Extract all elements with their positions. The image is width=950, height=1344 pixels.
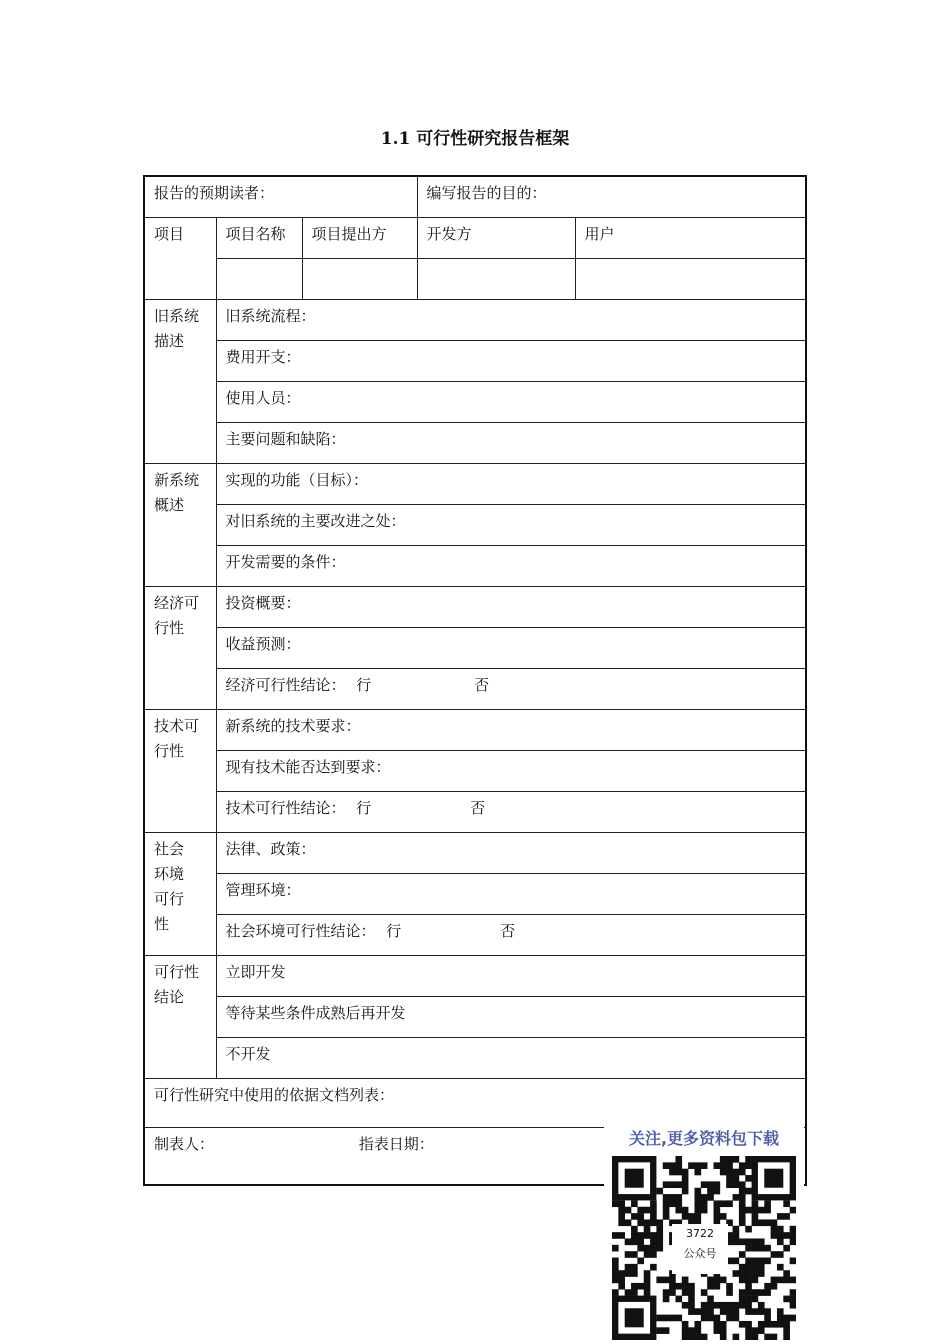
- developer-cell: [417, 259, 575, 300]
- section-row: 使用人员：: [216, 382, 806, 423]
- verdict-label: 社会环境可行性结论：: [225, 922, 376, 940]
- verdict-label: 经济可行性结论：: [225, 676, 346, 694]
- developer-header: 开发方: [417, 218, 575, 259]
- project-label: 项目: [144, 218, 216, 300]
- qr-center-badge: [672, 1224, 728, 1274]
- section-row: 立即开发: [216, 956, 806, 997]
- verdict-no: 否: [500, 922, 516, 940]
- verdict-label: 技术可行性结论：: [225, 799, 346, 817]
- section-row: 等待某些条件成熟后再开发: [216, 997, 806, 1038]
- section-row: 收益预测：: [216, 628, 806, 669]
- purpose-field: 编写报告的目的：: [417, 176, 806, 218]
- technical-verdict-row: [216, 792, 806, 833]
- page-title: 1.1 可行性研究报告框架: [380, 129, 570, 149]
- section-row: 开发需要的条件：: [216, 546, 806, 587]
- section-row: 法律、政策：: [216, 833, 806, 874]
- date-field: 指表日期：: [358, 1135, 434, 1153]
- promo-qr-block: [604, 1120, 804, 1344]
- verdict-yes: 行: [356, 799, 372, 817]
- qr-code-number: 3722: [686, 1227, 714, 1240]
- project-name-cell: [216, 259, 302, 300]
- section-row: 旧系统流程：: [216, 300, 806, 341]
- section-row: 对旧系统的主要改进之处：: [216, 505, 806, 546]
- promo-caption: 关注,更多资料包下载: [628, 1129, 780, 1148]
- section-row: 主要问题和缺陷：: [216, 423, 806, 464]
- section-row: 不开发: [216, 1038, 806, 1079]
- feasibility-form-table: [143, 175, 807, 1186]
- project-proposer-cell: [302, 259, 417, 300]
- section-row: 实现的功能（目标）：: [216, 464, 806, 505]
- project-proposer-header: 项目提出方: [302, 218, 417, 259]
- project-name-header: 项目名称: [216, 218, 302, 259]
- section-label-economic: 经济可 行性: [144, 587, 216, 710]
- qr-account-label: 公众号: [683, 1247, 717, 1260]
- verdict-yes: 行: [386, 922, 402, 940]
- section-label-technical: 技术可 行性: [144, 710, 216, 833]
- section-row: 费用开支：: [216, 341, 806, 382]
- section-row: 管理环境：: [216, 874, 806, 915]
- maker-field: 制表人：: [154, 1135, 215, 1153]
- section-row: 新系统的技术要求：: [216, 710, 806, 751]
- section-label-old-system: 旧系统 描述: [144, 300, 216, 464]
- verdict-yes: 行: [356, 676, 372, 694]
- economic-verdict-row: [216, 669, 806, 710]
- section-row: 投资概要：: [216, 587, 806, 628]
- section-label-social: 社会 环境 可行 性: [144, 833, 216, 956]
- user-header: 用户: [575, 218, 806, 259]
- user-cell: [575, 259, 806, 300]
- verdict-no: 否: [470, 799, 486, 817]
- section-label-conclusion: 可行性 结论: [144, 956, 216, 1079]
- references-field: 可行性研究中使用的依据文档列表：: [144, 1079, 806, 1128]
- verdict-no: 否: [474, 676, 490, 694]
- readers-field: 报告的预期读者：: [144, 176, 417, 218]
- section-row: 现有技术能否达到要求：: [216, 751, 806, 792]
- social-verdict-row: [216, 915, 806, 956]
- section-label-new-system: 新系统 概述: [144, 464, 216, 587]
